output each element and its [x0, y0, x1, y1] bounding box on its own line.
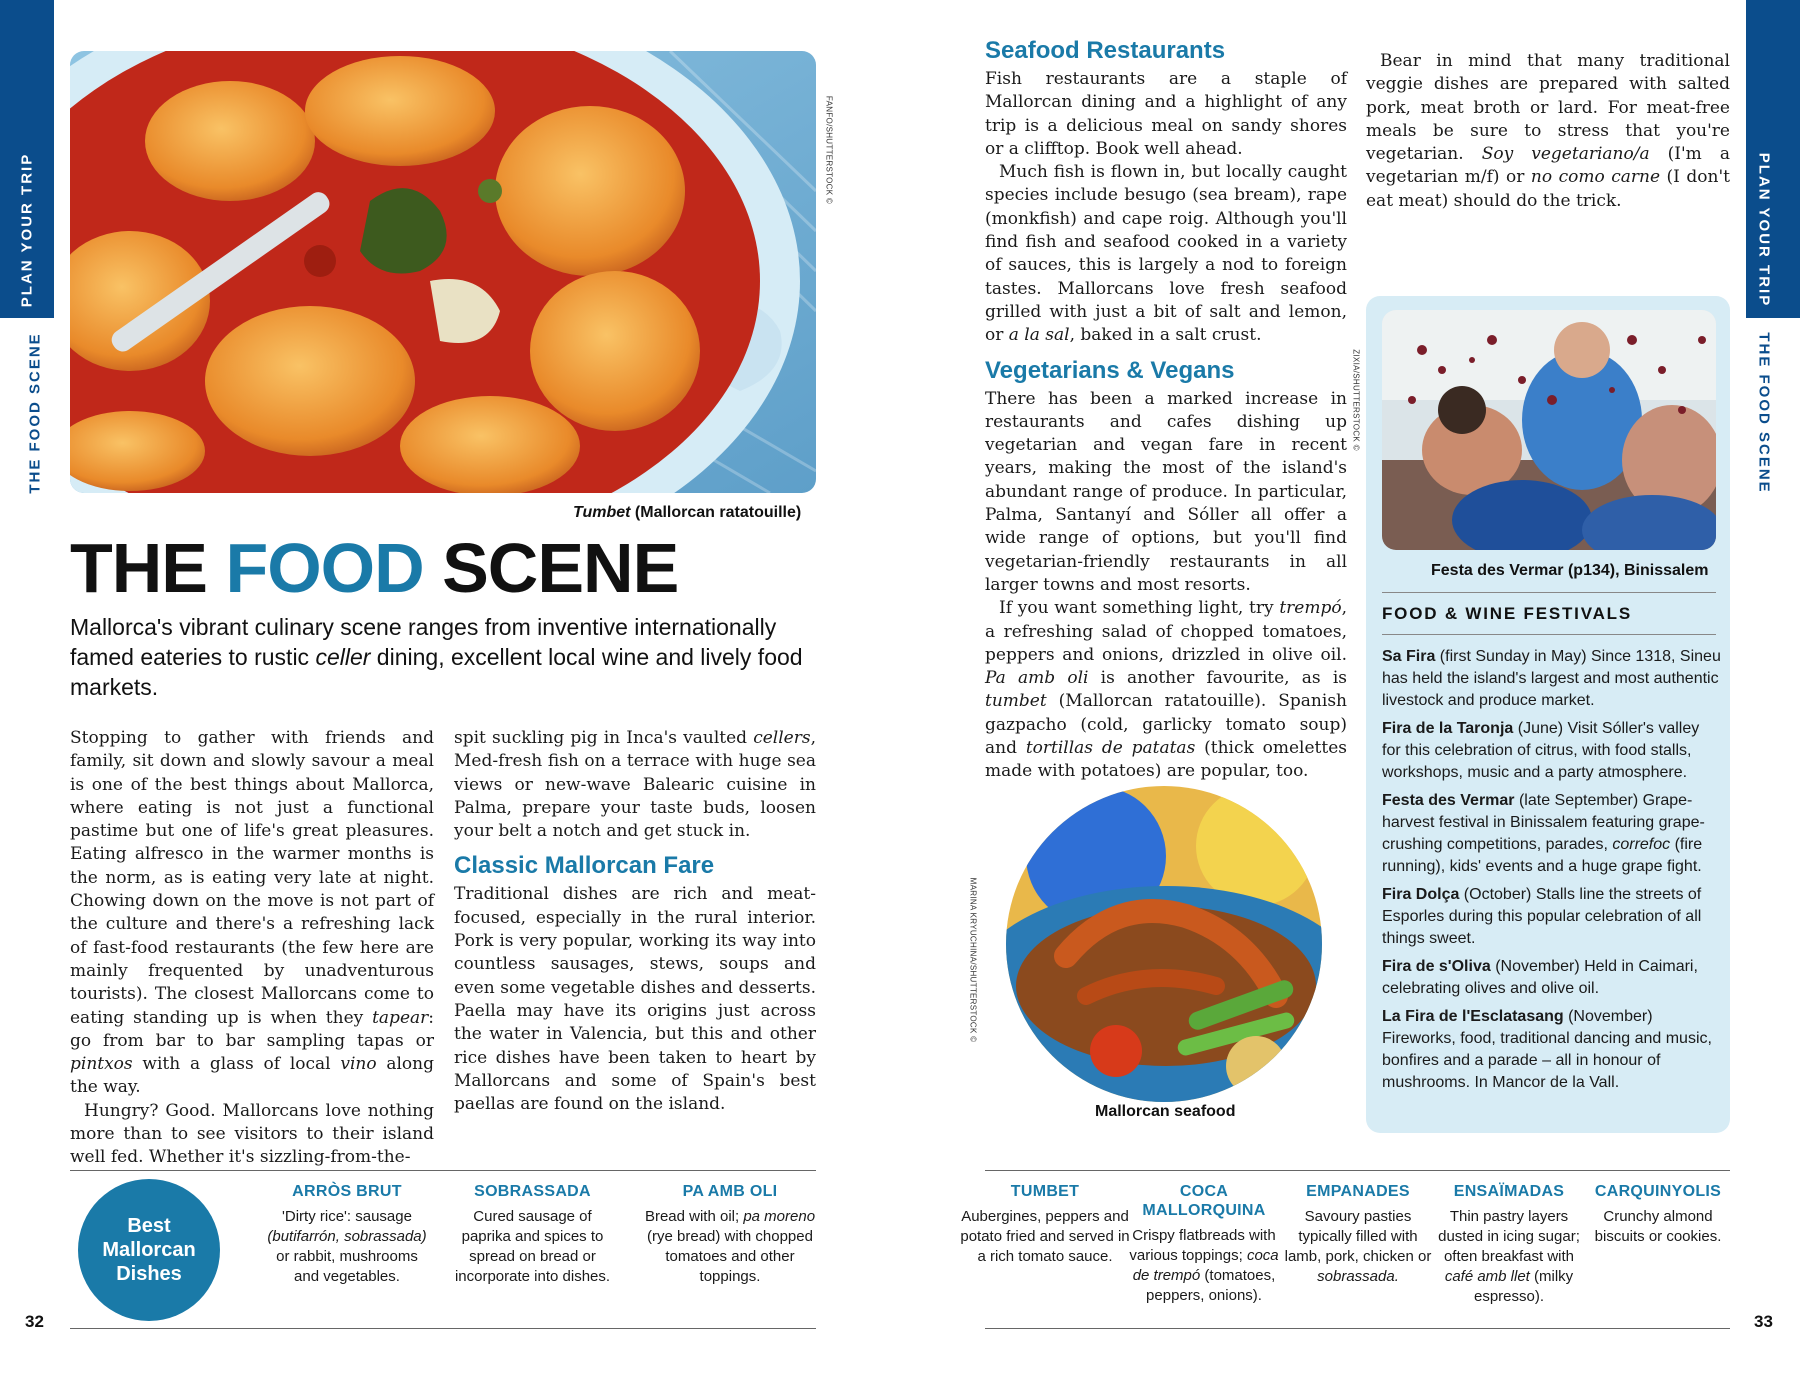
text-run: 'Dirty rice': sausage: [282, 1208, 412, 1225]
right-col2-paragraph-1: [1366, 50, 1730, 213]
text-run: or rabbit, mushrooms and vegetables.: [276, 1248, 418, 1285]
seafood-heading: Seafood Restaurants: [985, 37, 1226, 64]
dish-name: TUMBET: [1010, 1183, 1080, 1200]
dish-item: [1284, 1182, 1432, 1287]
festival-desc: (November) Fireworks, food, traditional dancing and music, bonfires and a parade – all in honour of mushrooms. In Mancor de la Vall.: [1382, 1008, 1712, 1091]
text-run: Crispy flatbreads with various toppings;: [1129, 1227, 1276, 1264]
text-run: (thick omelettes made with potatoes) are popular, too.: [985, 738, 1347, 782]
text-run: (milky espresso).: [1473, 1268, 1574, 1305]
text-run: is another favourite, as is: [1088, 668, 1348, 689]
dish-name: SOBRASSADA: [474, 1183, 591, 1200]
left-band-top-rule: [70, 1170, 816, 1171]
festival-desc: (November) Held in Caimari, celebrating olives and olive oil.: [1382, 958, 1698, 997]
seafood-photo-caption: Mallorcan seafood: [1095, 1103, 1236, 1120]
intro-paragraph: [70, 612, 830, 702]
right-page-number: 33: [1754, 1312, 1773, 1331]
dish-description: [640, 1207, 820, 1287]
dish-description: [960, 1207, 1130, 1267]
seafood-photo-credit: MARINA KRYUCHINA/SHUTTERSTOCK ©: [968, 877, 978, 1043]
text-run: with a glass of local: [132, 1054, 341, 1075]
festival-desc: (June) Visit Sóller's valley for this celebration of citrus, with food stalls, workshops, music and a party atmosphere.: [1382, 720, 1700, 781]
left-band-bottom-rule: [70, 1328, 816, 1329]
text-run: , baked in a salt crust.: [1069, 325, 1262, 346]
vegetarian-heading: Vegetarians & Vegans: [985, 356, 1235, 384]
text-run-italic: pa moreno: [743, 1208, 816, 1225]
text-run: Bear in mind that many traditional veggie dishes are prepared with salted pork, meat broth or lard. For meat-free meals be sure to stress that you're vegetarian.: [1366, 51, 1730, 165]
tumbet-photo-caption: [573, 504, 801, 522]
text-run: (rye bread) with chopped tomatoes and other toppings.: [647, 1228, 813, 1285]
festival-name: Festa des Vermar: [1382, 792, 1515, 809]
dish-item: [1586, 1182, 1730, 1247]
text-run: Aubergines, peppers and potato fried and served in a rich tomato sauce.: [960, 1208, 1130, 1265]
tumbet-photo-credit: FANFO/SHUTTERSTOCK ©: [824, 95, 834, 205]
left-page-number: 32: [25, 1312, 44, 1331]
right-tab-chapter-label: THE FOOD SCENE: [1755, 332, 1773, 494]
text-run-italic: sobrassada.: [1317, 1268, 1399, 1285]
right-col1-paragraph-4: [985, 597, 1347, 783]
right-section-tab: [1746, 0, 1800, 318]
festival-name: Fira de la Taronja: [1382, 720, 1514, 737]
dish-item: [450, 1182, 615, 1287]
dish-description: [450, 1207, 615, 1287]
festival-name: Fira de s'Oliva: [1382, 958, 1491, 975]
festivals-title: FOOD & WINE FESTIVALS: [1382, 604, 1632, 623]
text-run: Bread with oil;: [644, 1208, 744, 1225]
text-run-italic: no como carne: [1530, 167, 1661, 188]
text-run-italic: trempó: [1279, 598, 1342, 619]
festa-photo-credit: ZIXIA/SHUTTERSTOCK ©: [1351, 349, 1361, 451]
tumbet-caption-rest: (Mallorcan ratatouille): [630, 504, 802, 521]
dish-name: ENSAÏMADAS: [1453, 1183, 1565, 1200]
festival-name: Fira Dolça: [1382, 886, 1460, 903]
festivals-list: [1382, 646, 1722, 1100]
festival-desc: (late September) Grape-harvest festival in Binissalem featuring grape-crushing competitions, parades,: [1382, 792, 1705, 853]
text-run-italic: cellers: [753, 728, 811, 748]
text-run-italic: tumbet: [985, 691, 1047, 712]
text-run-italic: Pa amb oli: [985, 668, 1089, 689]
dish-name: ARRÒS BRUT: [292, 1183, 402, 1200]
festival-name: Sa Fira: [1382, 648, 1436, 665]
festivals-title-rule: [1382, 634, 1716, 635]
text-run-italic: vino: [340, 1054, 377, 1075]
festival-item: [1382, 1006, 1722, 1094]
left-col1-paragraph-2: Hungry? Good. Mallorcans love nothing more than to see visitors to their island well fed. Whether it's sizzling-from-the-: [70, 1100, 434, 1168]
tumbet-photo: [70, 51, 816, 493]
right-column-2: [1366, 50, 1730, 213]
festa-illustration: [1382, 310, 1716, 550]
dish-item: [262, 1182, 432, 1287]
intro-before: Mallorca's vibrant culinary scene ranges from inventive internationally famed eateries to rustic: [70, 614, 777, 670]
text-run: Stopping to gather with friends and family, sit down and slowly savour a meal is one of the best things about Mallorca, where eating is not just a functional pastime but one of life's great pleasures. Eating alfresco in the warmer months is the norm, as is eating very late at night. Chowing down on the move is not part of the culture and there's a refreshing lack of fast-food restaurants (the few here are mainly frequented by unadventurous tourists). The closest Mallorcans come to eating standing up is when they: [70, 728, 434, 1028]
text-run-italic: café amb llet: [1444, 1268, 1530, 1285]
text-run-italic: tortillas de patatas: [1025, 738, 1196, 759]
dish-description: [1586, 1207, 1730, 1247]
festa-photo-caption: Festa des Vermar (p134), Binissalem: [1431, 562, 1709, 579]
dish-description: [262, 1207, 432, 1287]
festa-photo: [1382, 310, 1716, 550]
right-column-1: [985, 36, 1347, 784]
text-run: Cured sausage of paprika and spices to spread on bread or incorporate into dishes.: [454, 1208, 611, 1285]
text-run: spit suckling pig in Inca's vaulted: [454, 728, 754, 748]
festivals-top-rule: [1382, 592, 1716, 593]
text-run: Much fish is flown in, but locally caught species include besugo (sea bream), rape (monkfish) and cape roig. Although you'll find fish and seafood cooked in a variety of sauces, this is largely a nod to foreign tastes. Mallorcans love fresh seafood grilled with just a bit of salt and lemon, or: [985, 162, 1347, 346]
dish-item: [640, 1182, 820, 1287]
dish-name: CARQUINYOLIS: [1594, 1183, 1722, 1200]
text-run: (tomatoes, peppers, onions).: [1146, 1267, 1276, 1304]
text-run: Savoury pasties typically filled with lamb, pork, chicken or: [1284, 1208, 1432, 1265]
text-run-italic: tapear: [372, 1007, 429, 1028]
right-tab-section-label: PLAN YOUR TRIP: [1755, 152, 1773, 308]
festival-desc: (October) Stalls line the streets of Esporles during this popular celebration of all things sweet.: [1382, 886, 1702, 947]
text-run-italic: Soy vegetariano/a: [1481, 144, 1650, 165]
festival-desc-italic: correfoc: [1612, 836, 1671, 853]
festival-item: [1382, 956, 1722, 1000]
text-run: Crunchy almond biscuits or cookies.: [1594, 1208, 1722, 1245]
text-run: (I'm a vegetarian m/f) or: [1366, 144, 1730, 188]
title-part1: THE: [70, 529, 226, 607]
dish-description: [1284, 1207, 1432, 1287]
text-run: : go from bar to bar sampling tapas or: [70, 1007, 434, 1051]
text-run: , a refreshing salad of chopped tomatoes, peppers and onions, drizzled in olive oil.: [985, 598, 1347, 665]
left-tab-chapter-label: THE FOOD SCENE: [26, 332, 44, 494]
seafood-illustration: [1006, 786, 1322, 1102]
festival-item: [1382, 718, 1722, 784]
text-run: along the way.: [70, 1054, 434, 1098]
dish-description: [1128, 1226, 1280, 1306]
right-col1-paragraph-2: [985, 161, 1347, 347]
right-col1-paragraph-3: There has been a marked increase in restaurants and cafes dishing up vegetarian and vegan fare in recent years, making the most of the island's abundant range of produce. In particular, Palma, Santanyí and Sóller all offer a wide range of options, but you'll find vegetarian-friendly restaurants in all larger towns and most resorts.: [985, 388, 1347, 595]
right-band-bottom-rule: [985, 1328, 1730, 1329]
left-col2-paragraph-2: Traditional dishes are rich and meat-focused, especially in the rural interior. Pork is very popular, working its way into countless sausages, stews, soups and even some vegetable dishes and desserts. Paella may have its origins just across the water in Valencia, but this and other rice dishes have been taken to heart by Mallorcans and some of Spain's best paellas are found on the island.: [454, 884, 816, 1115]
best-dishes-badge: [78, 1179, 220, 1321]
text-run: If you want something light, try: [999, 598, 1280, 619]
intro-italic: celler: [315, 644, 371, 670]
title-highlight: FOOD: [225, 529, 424, 607]
right-band-top-rule: [985, 1170, 1730, 1171]
page-title: [70, 528, 678, 608]
tumbet-caption-italic: Tumbet: [573, 504, 631, 521]
dish-name: PA AMB OLI: [682, 1183, 778, 1200]
text-run-italic: coca de trempó: [1132, 1247, 1279, 1284]
festival-desc: (first Sunday in May) Since 1318, Sineu has held the island's largest and most authentic livestock and produce market.: [1382, 648, 1721, 709]
festival-item: [1382, 790, 1722, 878]
dish-item: [960, 1182, 1130, 1267]
festival-name: La Fira de l'Esclatasang: [1382, 1008, 1564, 1025]
dish-description: [1434, 1207, 1584, 1307]
left-column-1: [70, 727, 434, 1170]
text-run-italic: (butifarrón, sobrassada): [267, 1228, 427, 1245]
text-run-italic: pintxos: [70, 1054, 133, 1075]
classic-fare-heading: Classic Mallorcan Fare: [454, 852, 715, 880]
festival-item: [1382, 646, 1722, 712]
tumbet-illustration: [70, 51, 816, 493]
title-part2: SCENE: [423, 529, 679, 607]
dish-name: EMPANADES: [1306, 1183, 1410, 1200]
left-col1-paragraph-1: [70, 727, 434, 1100]
left-tab-section-label: PLAN YOUR TRIP: [18, 152, 36, 308]
text-run-italic: a la sal: [1008, 325, 1070, 346]
dish-item: [1434, 1182, 1584, 1307]
intro-after: dining, excellent local wine and lively food markets.: [70, 644, 803, 700]
text-run: (Mallorcan ratatouille). Spanish gazpacho (cold, garlicky tomato soup) and: [985, 691, 1347, 759]
right-col1-paragraph-1: Fish restaurants are a staple of Mallorcan dining and a highlight of any trip is a delicious meal on sandy shores or a clifftop. Book well ahead.: [985, 69, 1347, 159]
text-run: , Med-fresh fish on a terrace with huge sea views or new-wave Balearic cuisine in Palma, prepare your taste buds, loosen your belt a notch and get stuck in.: [454, 728, 816, 842]
left-column-2: [454, 727, 816, 1116]
festival-item: [1382, 884, 1722, 950]
left-col2-paragraph-1: [454, 727, 816, 843]
dish-name: COCA MALLORQUINA: [1142, 1183, 1266, 1219]
text-run: (I don't eat meat) should do the trick.: [1366, 167, 1730, 211]
dish-item: [1128, 1182, 1280, 1306]
seafood-photo: [1006, 786, 1322, 1102]
festival-desc: (fire running), kids' events and a huge grape fight.: [1382, 836, 1703, 875]
text-run: Thin pastry layers dusted in icing sugar; often breakfast with: [1438, 1208, 1580, 1265]
best-dishes-label: Best Mallorcan Dishes: [102, 1215, 196, 1285]
